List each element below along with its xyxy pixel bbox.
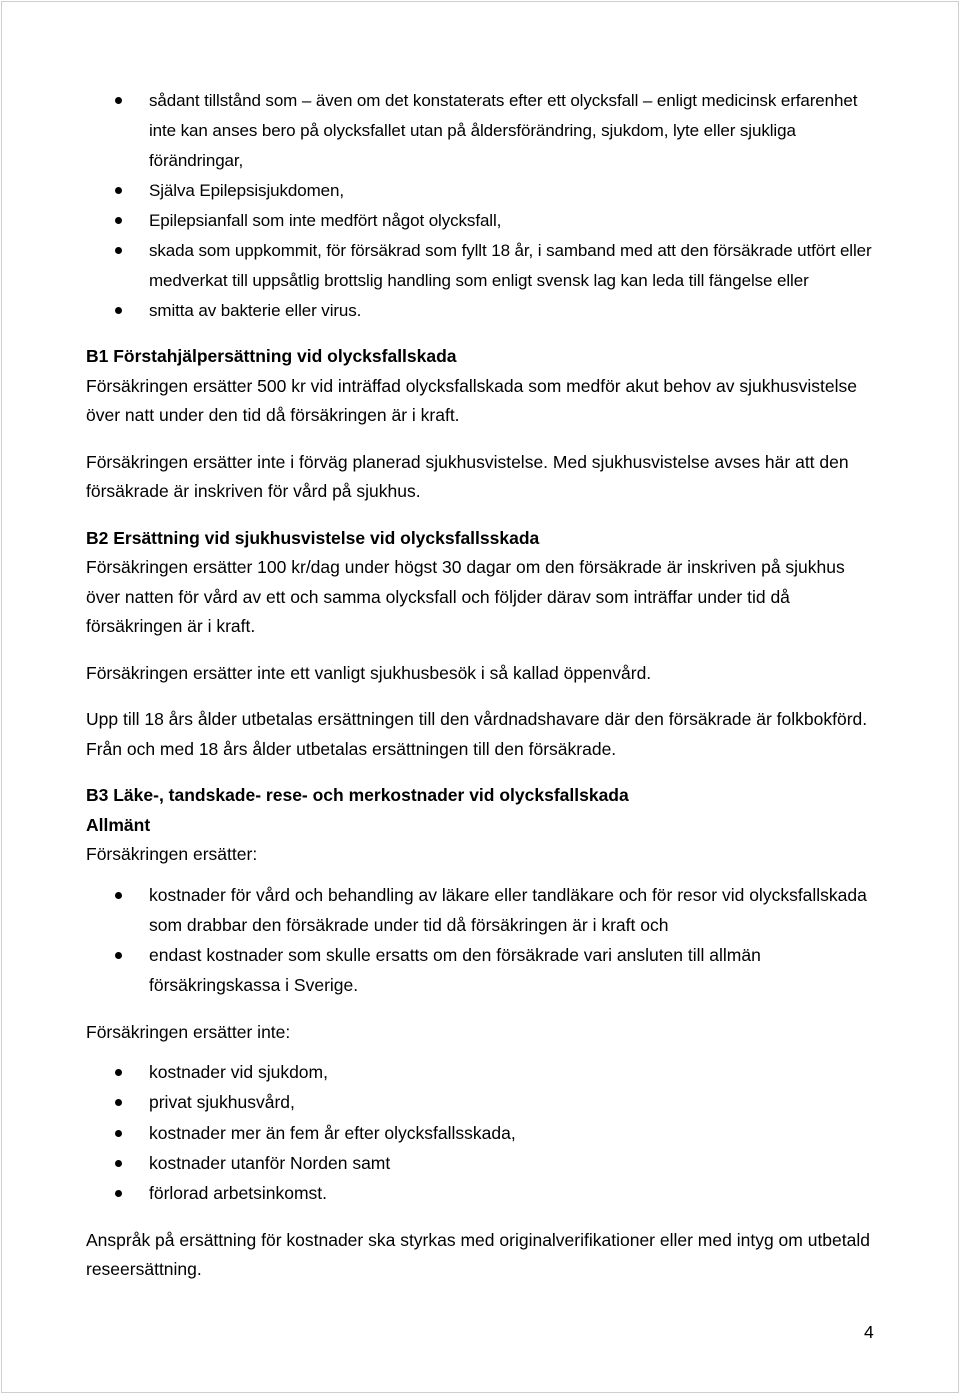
list-item: sådant tillstånd som – även om det konstaterats efter ett olycksfall – enligt medicinsk erfarenhet inte kan anses bero på olycksfallet utan på åldersförändring, sjukdom, lyte eller sjukliga förändringar, bbox=[86, 86, 876, 176]
page-number: 4 bbox=[864, 1322, 874, 1342]
paragraph: Försäkringen ersätter 100 kr/dag under högst 30 dagar om den försäkrade är inskriven på sjukhus över natten för vård av ett och samma olycksfall och följder därav som inträffar under tid då försäkringen är i kraft. bbox=[86, 557, 845, 636]
list-item: Epilepsianfall som inte medfört något olycksfall, bbox=[86, 206, 876, 236]
list-item: privat sjukhusvård, bbox=[86, 1087, 876, 1117]
list-item: Själva Epilepsisjukdomen, bbox=[86, 176, 876, 206]
paragraph: Upp till 18 års ålder utbetalas ersättningen till den vårdnadshavare där den försäkrade är folkbokförd. Från och med 18 års ålder utbetalas ersättningen till den försäkrade. bbox=[86, 709, 868, 759]
covers-label: Försäkringen ersätter: bbox=[86, 844, 258, 864]
subheading-general: Allmänt bbox=[86, 814, 151, 835]
list-item: förlorad arbetsinkomst. bbox=[86, 1178, 876, 1208]
list-item: kostnader mer än fem år efter olycksfallsskada, bbox=[86, 1118, 876, 1148]
section-heading-b2: B2 Ersättning vid sjukhusvistelse vid olycksfallsskada bbox=[86, 527, 540, 548]
list-item: kostnader vid sjukdom, bbox=[86, 1057, 876, 1087]
list-item: smitta av bakterie eller virus. bbox=[86, 296, 876, 326]
page-content bbox=[86, 86, 876, 1285]
excludes-list bbox=[86, 1057, 876, 1208]
paragraph: Försäkringen ersätter 500 kr vid inträffad olycksfallskada som medför akut behov av sjukhusvistelse över natt under den tid då försäkringen är i kraft. bbox=[86, 375, 858, 425]
list-item: endast kostnader som skulle ersatts om den försäkrade vari ansluten till allmän försäkringskassa i Sverige. bbox=[86, 940, 876, 1001]
covers-list bbox=[86, 880, 876, 1001]
section-heading-b1: B1 Förstahjälpersättning vid olycksfallskada bbox=[86, 346, 457, 366]
document-page bbox=[1, 1, 959, 1393]
claim-note: Anspråk på ersättning för kostnader ska styrkas med originalverifikationer eller med intyg om utbetald reseersättning. bbox=[86, 1229, 870, 1280]
list-item: skada som uppkommit, för försäkrad som fyllt 18 år, i samband med att den försäkrade utfört eller medverkat till uppsåtlig brottslig handling som enligt svensk lag kan leda till fängelse eller bbox=[86, 236, 876, 296]
list-item: kostnader utanför Norden samt bbox=[86, 1148, 876, 1178]
paragraph: Försäkringen ersätter inte i förväg planerad sjukhusvistelse. Med sjukhusvistelse avses här att den försäkrade är inskriven för vård på sjukhus. bbox=[86, 451, 849, 501]
paragraph: Försäkringen ersätter inte ett vanligt sjukhusbesök i så kallad öppenvård. bbox=[86, 662, 652, 683]
excludes-label: Försäkringen ersätter inte: bbox=[86, 1021, 291, 1042]
list-item: kostnader för vård och behandling av läkare eller tandläkare och för resor vid olycksfallskada som drabbar den försäkrade under tid då försäkringen är i kraft och bbox=[86, 880, 876, 941]
exclusion-list bbox=[86, 86, 876, 326]
section-heading-b3: B3 Läke-, tandskade- rese- och merkostnader vid olycksfallskada bbox=[86, 785, 629, 805]
